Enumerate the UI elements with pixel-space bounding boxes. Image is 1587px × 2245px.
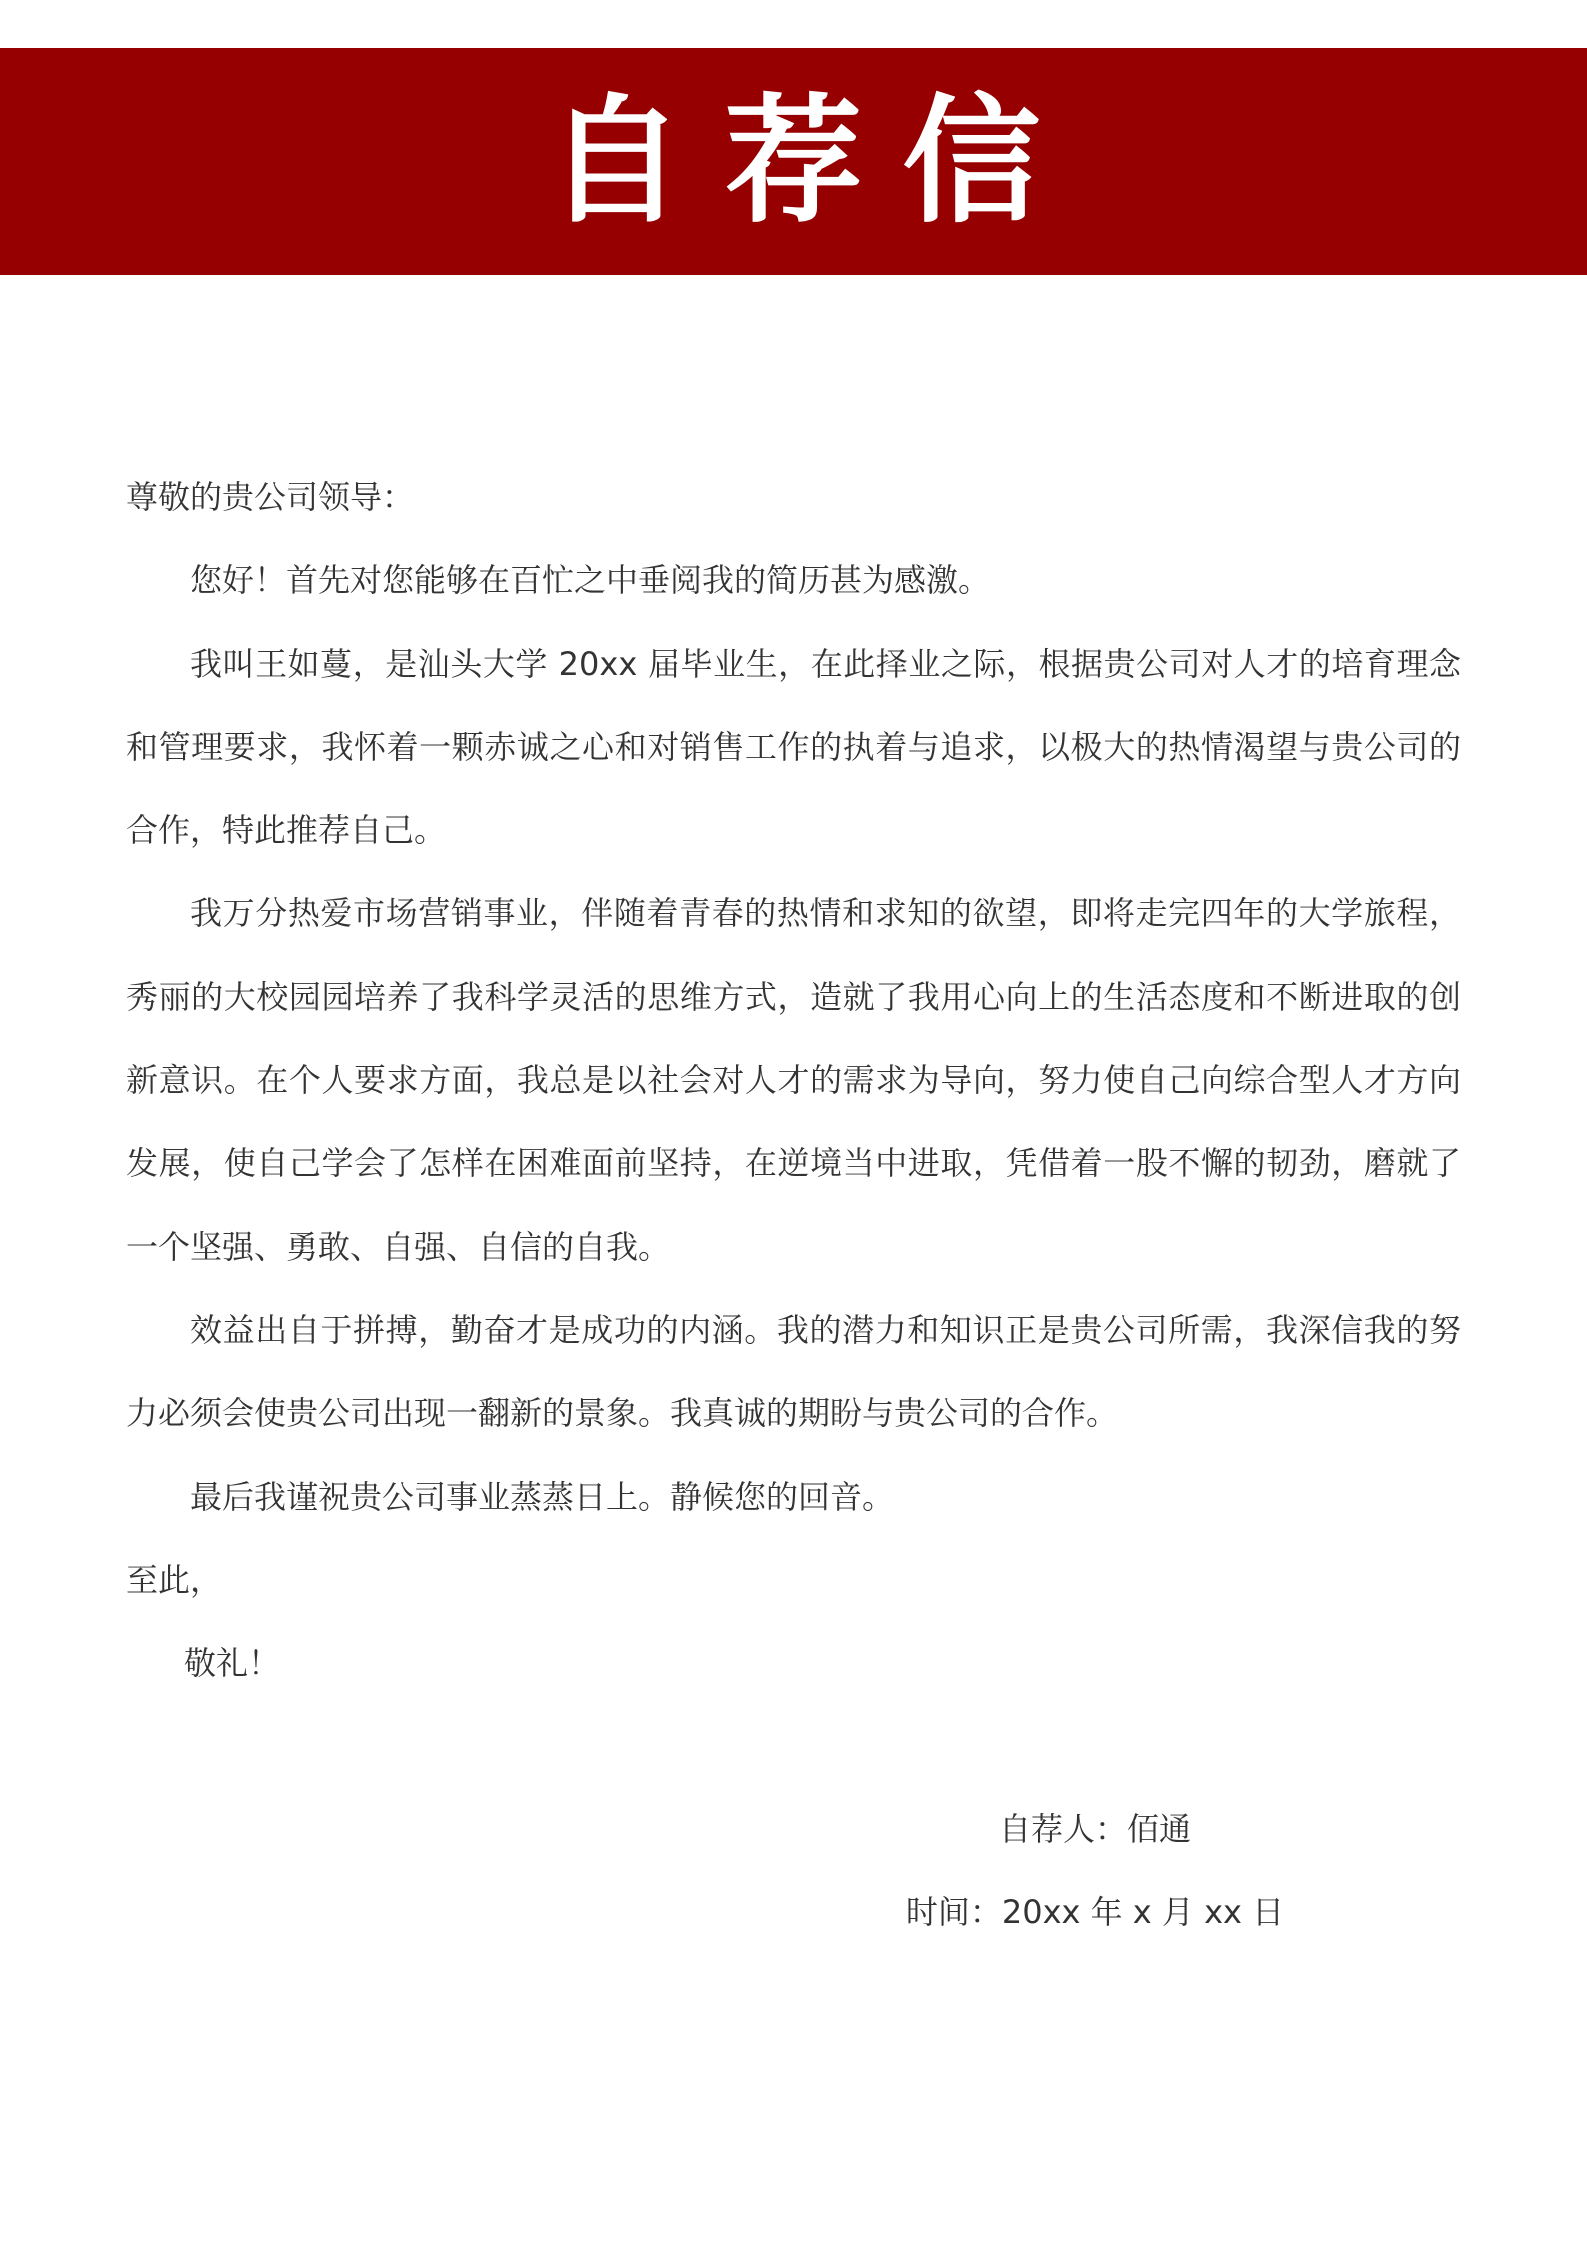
paragraph-greeting: 您好！首先对您能够在百忙之中垂阅我的简历甚为感激。 xyxy=(190,561,991,600)
page-title: 自荐信 xyxy=(546,80,1081,242)
paragraph-wishes: 最后我谨祝贵公司事业蒸蒸日上。静候您的回音。 xyxy=(190,1477,895,1516)
regards: 敬礼！ xyxy=(184,1644,281,1683)
paragraph-experience: 我万分热爱市场营销事业，伴随着青春的热情和求知的欲望，即将走完四年的大学旅程，秀丽的大校园园培养了我科学灵活的思维方式，造就了我用心向上的生活态度和不断进取的创新意识。在个人要求方面，我总是以社会对人才的需求为导向，努力使自己向综合型人才方向发展，使自己学会了怎样在困难面前坚持，在逆境当中进取，凭借着一股不懈的韧劲，磨就了一个坚强、勇敢、自强、自信的自我。 xyxy=(126,894,1461,1266)
letter-date: 时间：20xx 年 x 月 xx 日 xyxy=(905,1893,1285,1932)
paragraph-introduction: 我叫王如蔓，是汕头大学 20xx 届毕业生，在此择业之际，根据贵公司对人才的培育理念和管理要求，我怀着一颗赤诚之心和对销售工作的执着与追求，以极大的热情渴望与贵公司的合作，特此推荐自己。 xyxy=(126,644,1461,850)
title-banner xyxy=(0,48,1587,275)
paragraph-motivation: 效益出自于拼搏，勤奋才是成功的内涵。我的潜力和知识正是贵公司所需，我深信我的努力必须会使贵公司出现一翻新的景象。我真诚的期盼与贵公司的合作。 xyxy=(126,1310,1461,1433)
letter-body xyxy=(126,456,1461,1705)
closing-line: 至此， xyxy=(126,1560,223,1599)
signature-block xyxy=(885,1788,1305,1955)
recommender-name: 自荐人：佰通 xyxy=(998,1810,1191,1848)
salutation: 尊敬的贵公司领导： xyxy=(126,478,415,516)
